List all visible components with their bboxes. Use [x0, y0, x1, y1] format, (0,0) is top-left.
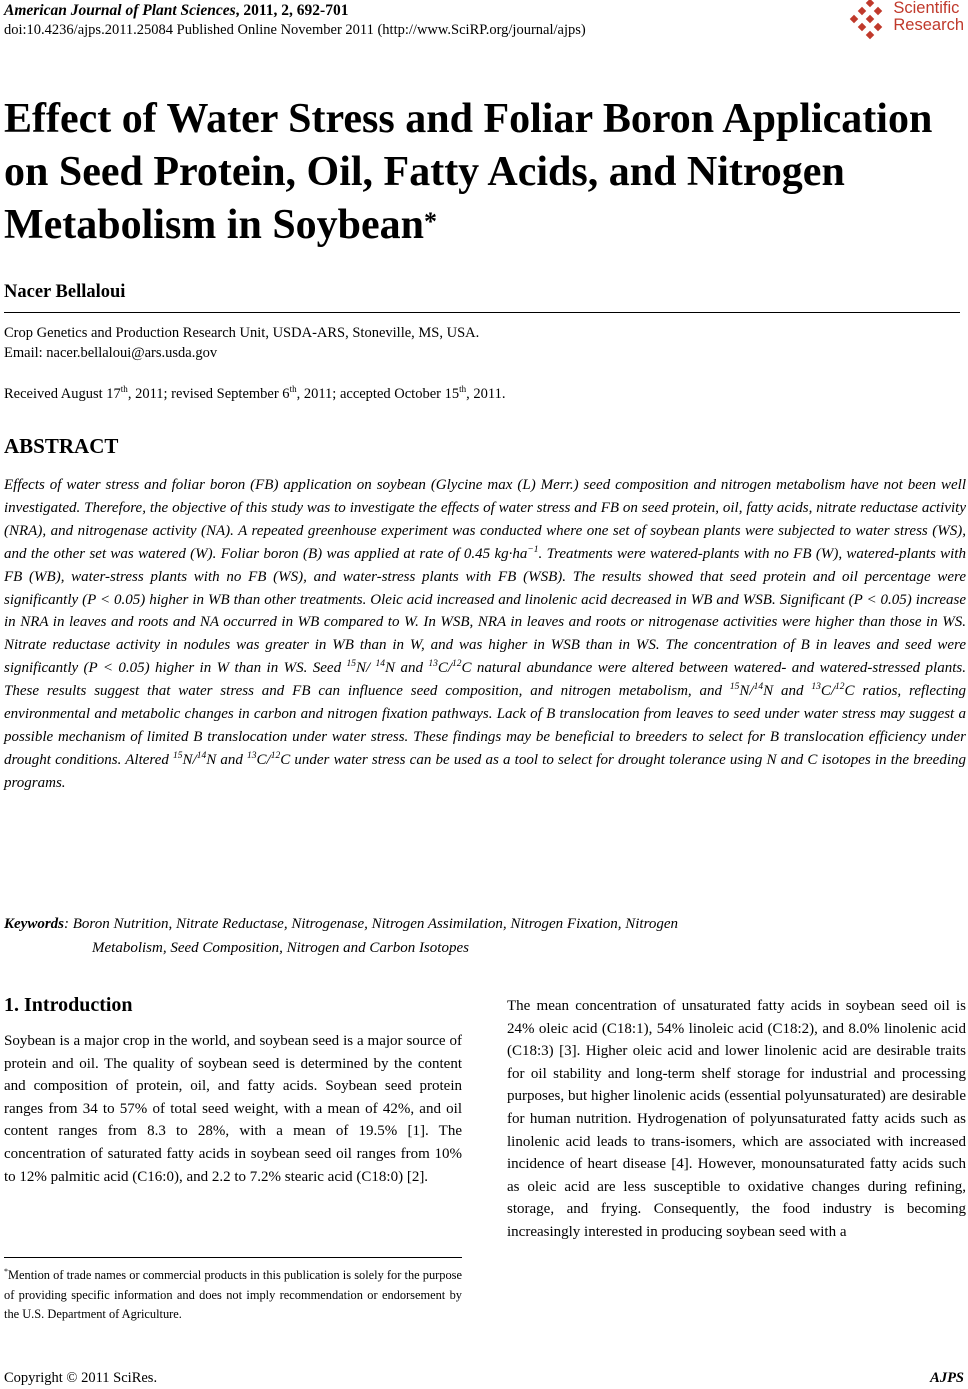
journal-header: [4, 2, 348, 20]
footnote-divider: [4, 1257, 462, 1258]
logo-line-2: Research: [893, 16, 964, 34]
paper-title: [4, 93, 964, 252]
journal-abbrev: AJPS: [930, 1370, 964, 1386]
title-text: Effect of Water Stress and Foliar Boron Application on Seed Protein, Oil, Fatty Acids, and Nitrogen Metabolism in Soybean: [4, 96, 933, 248]
keywords: [4, 913, 964, 960]
copyright: Copyright © 2011 SciRes.: [4, 1370, 158, 1386]
keywords-line-2: Metabolism, Seed Composition, Nitrogen and Carbon Isotopes: [92, 939, 469, 956]
received-dates: Received August 17th, 2011; revised September 6th, 2011; accepted October 15th, 2011.: [4, 384, 506, 402]
affiliation: Crop Genetics and Production Research Unit, USDA-ARS, Stoneville, MS, USA.: [4, 325, 480, 341]
scirp-logo-icon: [849, 0, 889, 40]
abstract-heading: ABSTRACT: [4, 434, 119, 458]
intro-column-right: The mean concentration of unsaturated fatty acids in soybean seed oil is 24% oleic acid (C18:1), 54% linoleic acid (C18:2), and 8.0% linolenic acid (C18:3) [3]. Higher oleic acid and lower linolenic acid are desirable traits for oil stability and long-term shelf storage for industrial and processing purposes, but higher linolenic acids (essential polyunsaturated) are desirable for human nutrition. Hydrogenation of polyunsaturated fatty acids such as linolenic acid leads to trans-isomers, which are associated with increased incidence of heart disease [4]. However, monounsaturated fatty acids such as oleic acid are less susceptible to oxidative changes during refining, storage, and frying. Consequently, the food industry is becoming increasingly interested in producing soybean seed with a: [507, 998, 966, 1240]
intro-column-left: Soybean is a major crop in the world, and soybean seed is a major source of protein and oil. The quality of soybean seed is determined by the content and composition of protein, oil, and fatty acids. Soybean seed protein ranges from 34 to 57% of total seed weight, with a mean of 42%, and oil content ranges from 8.3 to 28%, with a mean of 19.5% [1]. The concentration of saturated fatty acids in soybean seed oil ranges from 10% to 12% palmitic acid (C16:0), and 2.2 to 7.2% stearic acid (C18:0) [2].: [4, 1033, 462, 1185]
publisher-logo: [849, 0, 964, 40]
email: Email: nacer.bellaloui@ars.usda.gov: [4, 345, 218, 361]
footnote-text: Mention of trade names or commercial products in this publication is solely for the purpose of providing specific information and does not imply recommendation or endorsement by the U.S. Department of Agriculture.: [4, 1268, 462, 1321]
logo-line-1: Scientific: [893, 0, 960, 17]
journal-title: American Journal of Plant Sciences: [4, 2, 236, 19]
section-heading-introduction: 1. Introduction: [4, 994, 133, 1016]
journal-issue: , 2011, 2, 692-701: [235, 2, 349, 19]
doi-line: doi:10.4236/ajps.2011.25084 Published Online November 2011 (http://www.SciRP.org/journal/ajps): [4, 22, 586, 38]
logo-text: [893, 0, 964, 34]
keywords-line-1: : Boron Nutrition, Nitrate Reductase, Nitrogenase, Nitrogen Assimilation, Nitrogen Fixation, Nitrogen: [64, 916, 679, 932]
keywords-label: Keywords: [4, 916, 64, 932]
header-divider: [4, 312, 960, 313]
footnote: [4, 1262, 462, 1324]
title-footnote-marker: *: [424, 207, 438, 236]
author-name: Nacer Bellaloui: [4, 282, 126, 302]
footnote-marker: *: [4, 1267, 8, 1276]
abstract-body: Effects of water stress and foliar boron (FB) application on soybean (Glycine max (L) Merr.) seed composition and nitrogen metabolism have not been well investigated. Therefore, the objective of this study was to investigate the effects of water stress and FB on seed protein, oil, fatty acids, nitrate reductase activity (NRA), and nitrogenase activity (NA). A repeated greenhouse experiment was conducted where one set of soybean plants were subjected to water stress (WS), and the other set was watered (W). Foliar boron (B) was applied at rate of 0.45 $kg\cdot ha^{-1}$. Treatments were watered-plants with no FB (W), watered-plants with FB (WB), water-stress plants with no FB (WS), and water-stress plants with FB (WSB). The results showed that seed protein and oil percentage were significantly (P < 0.05) higher in WB than other treatments. Oleic acid increased and linolenic acid decreased in WB and WSB. Significant (P < 0.05) increase in NRA in leaves and roots and NA occurred in WB compared to W. In WSB, NRA in leaves and roots or nitrogenase activities were higher than those in WS. Nitrate reductase activity in nodules was greater in WB than in W, and was higher in WSB than in WS. The concentration of B in leaves and seed were significantly (P < 0.05) higher in W than in WS. Seed $^{15}$N/ $^{14}$N and $^{13}$C/$^{12}$C natural abundance were altered between watered- and watered-stressed plants. These results suggest that water stress and FB can influence seed composition, and nitrogen metabolism, and $^{15}$N/$^{14}$N and $^{13}$C/$^{12}$C ratios, reflecting environmental and metabolic changes in carbon and nitrogen fixation pathways. Lack of B translocation from leaves to seed under water stress may suggest a possible mechanism of limited B translocation under water stress. These findings may be beneficial to breeders to select for B translocation efficiency under drought conditions. Altered $^{15}$N/$^{14}$N and $^{13}$C/$^{12}$C under water stress can be used as a tool to select for drought tolerance using N and C isotopes in the breeding programs.: [4, 477, 966, 791]
